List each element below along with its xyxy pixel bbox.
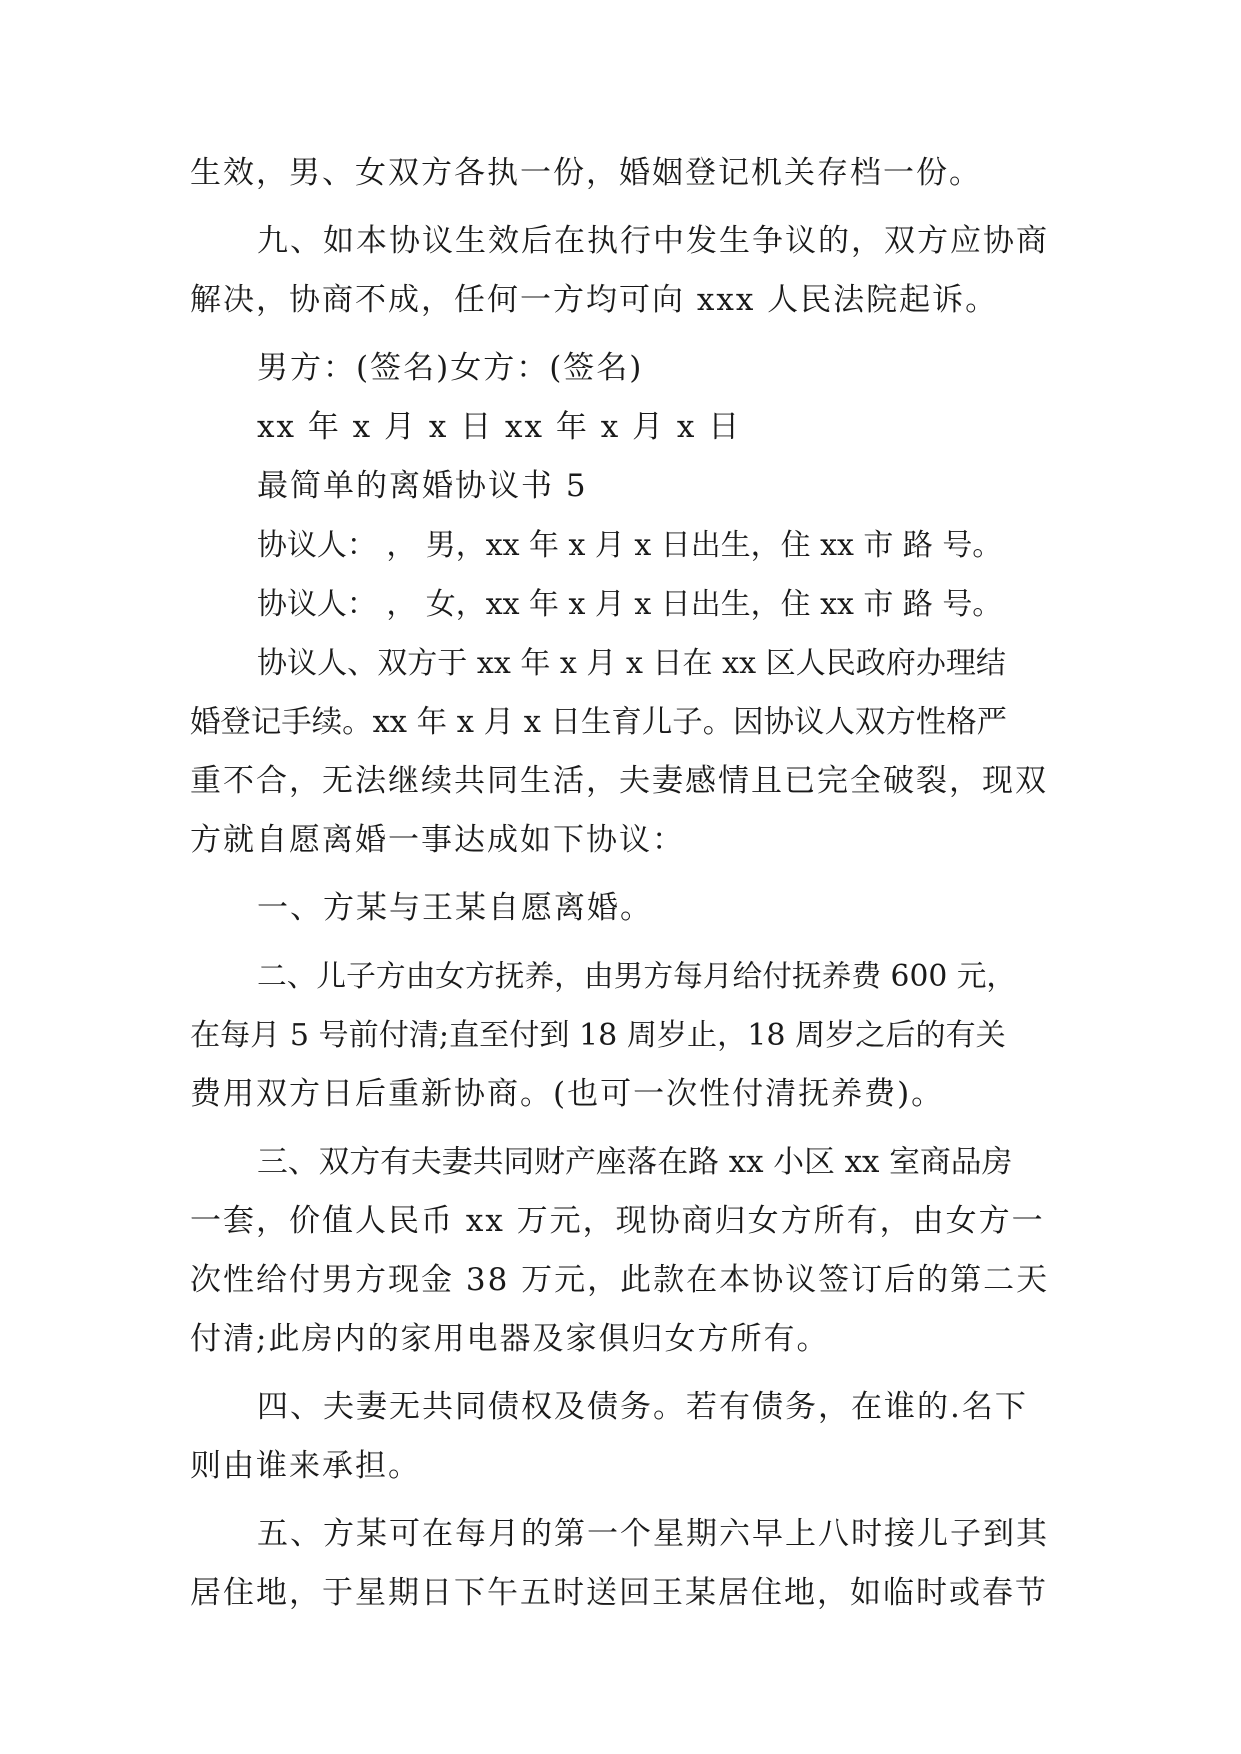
text-line: 费用双方日后重新协商。(也可一次性付清抚养费)。 xyxy=(190,1076,945,1112)
text-line: 则由谁来承担。 xyxy=(190,1448,421,1484)
text-line: 在每月 5 号前付清;直至付到 18 周岁止，18 周岁之后的有关 xyxy=(190,1018,1006,1053)
preamble-line: 婚登记手续。xx 年 x 月 x 日生育儿子。因协议人双方性格严 xyxy=(190,705,1008,740)
document-body xyxy=(190,155,1070,1612)
clause-five: 五、方某可在每月的第一个星期六早上八时接儿子到其 xyxy=(257,1516,1049,1552)
clause-one: 一、方某与王某自愿离婚。 xyxy=(257,890,653,926)
preamble-line: 重不合，无法继续共同生活，夫妻感情且已完全破裂，现双 xyxy=(190,763,1048,799)
signature-line: 男方：(签名)女方：(签名) xyxy=(257,350,644,386)
party-male: 协议人： ， 男，xx 年 x 月 x 日出生，住 xx 市 路 号。 xyxy=(257,528,1003,563)
clause-nine: 九、如本协议生效后在执行中发生争议的，双方应协商 xyxy=(257,223,1049,259)
text-line: 解决，协商不成，任何一方均可向 xxx 人民法院起诉。 xyxy=(190,282,999,318)
party-female: 协议人： ， 女，xx 年 x 月 x 日出生，住 xx 市 路 号。 xyxy=(257,587,1003,622)
text-line: 次性给付男方现金 38 万元，此款在本协议签订后的第二天 xyxy=(190,1262,1050,1298)
clause-two: 二、儿子方由女方抚养，由男方每月给付抚养费 600 元， xyxy=(257,959,1017,994)
clause-four: 四、夫妻无共同债权及债务。若有债务，在谁的.名下 xyxy=(257,1389,1028,1425)
text-line: 一套，价值人民币 xx 万元，现协商归女方所有，由女方一 xyxy=(190,1203,1045,1239)
text-line: 居住地，于星期日下午五时送回王某居住地，如临时或春节 xyxy=(190,1575,1048,1611)
date-line: xx 年 x 月 x 日 xx 年 x 月 x 日 xyxy=(257,409,742,445)
section-title: 最简单的离婚协议书 5 xyxy=(257,468,588,504)
text-line: 付清;此房内的家用电器及家俱归女方所有。 xyxy=(190,1321,830,1357)
clause-three: 三、双方有夫妻共同财产座落在路 xx 小区 xx 室商品房 xyxy=(257,1144,1013,1180)
preamble-line: 方就自愿离婚一事达成如下协议： xyxy=(190,822,685,858)
preamble-line: 协议人、双方于 xx 年 x 月 x 日在 xx 区人民政府办理结 xyxy=(257,646,1006,681)
text-line: 生效，男、女双方各执一份，婚姻登记机关存档一份。 xyxy=(190,155,982,191)
